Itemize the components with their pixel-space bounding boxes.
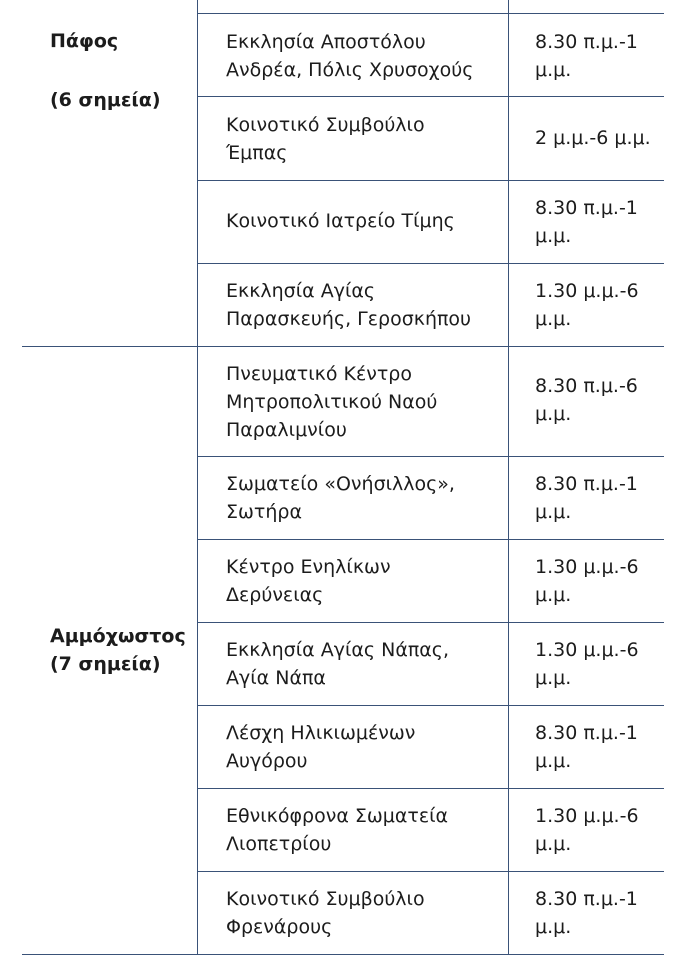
location-cell <box>226 360 502 444</box>
hours-cell <box>535 719 685 775</box>
hours-line: 8.30 π.μ.-1 <box>535 888 638 910</box>
location-cell <box>226 553 502 609</box>
location-line: Κοινοτικό Συμβούλιο <box>226 888 425 910</box>
hours-line: 1.30 μ.μ.-6 <box>535 639 639 661</box>
table-bottom-border <box>22 954 664 955</box>
hours-cell <box>535 372 685 428</box>
location-line: Αυγόρου <box>226 750 308 772</box>
location-line: Κέντρο Ενηλίκων <box>226 556 391 578</box>
location-line: Πνευματικό Κέντρο <box>226 363 412 385</box>
hours-line: 1.30 μ.μ.-6 <box>535 280 639 302</box>
hours-line: μ.μ. <box>535 667 572 689</box>
location-cell <box>226 111 502 167</box>
location-cell <box>226 719 502 775</box>
location-line: Παρασκευής, Γεροσκήπου <box>226 308 472 330</box>
location-cell <box>226 207 502 235</box>
hours-line: 8.30 π.μ.-1 <box>535 31 638 53</box>
hours-line: 2 μ.μ.-6 μ.μ. <box>535 127 651 149</box>
location-line: Μητροπολιτικού Ναού <box>226 391 438 413</box>
location-line: Κοινοτικό Ιατρείο Τίμης <box>226 210 455 232</box>
location-cell <box>226 802 502 858</box>
location-line: Εκκλησία Αγίας Νάπας, <box>226 639 449 661</box>
location-line: Εκκλησία Αγίας <box>226 280 376 302</box>
hours-line: 8.30 π.μ.-1 <box>535 473 638 495</box>
region-name-paphos: Πάφος <box>50 30 119 52</box>
hours-line: μ.μ. <box>535 403 572 425</box>
row-divider <box>197 539 664 540</box>
location-cell <box>226 636 502 692</box>
column-divider-left <box>197 0 198 955</box>
hours-cell <box>535 28 685 84</box>
region-divider <box>22 346 664 347</box>
row-divider <box>197 263 664 264</box>
location-line: Εθνικόφρονα Σωματεία <box>226 805 449 827</box>
region-count-paphos: (6 σημεία) <box>50 89 161 111</box>
location-line: Φρενάρους <box>226 916 333 938</box>
row-divider <box>197 705 664 706</box>
hours-line: μ.μ. <box>535 308 572 330</box>
row-divider <box>197 96 664 97</box>
row-divider <box>197 788 664 789</box>
hours-line: 1.30 μ.μ.-6 <box>535 805 639 827</box>
hours-line: 1.30 μ.μ.-6 <box>535 556 639 578</box>
hours-line: 8.30 π.μ.-6 <box>535 375 638 397</box>
hours-cell <box>535 885 685 941</box>
hours-cell <box>535 470 685 526</box>
region-count-famagusta: (7 σημεία) <box>50 653 161 675</box>
location-line: Παραλιμνίου <box>226 419 347 441</box>
row-divider <box>197 456 664 457</box>
location-line: Σωματείο «Ονήσιλλος», <box>226 473 455 495</box>
hours-line: 8.30 π.μ.-1 <box>535 722 638 744</box>
row-divider <box>197 180 664 181</box>
hours-line: μ.μ. <box>535 916 572 938</box>
location-line: Λιοπετρίου <box>226 833 332 855</box>
hours-line: μ.μ. <box>535 750 572 772</box>
location-line: Δερύνειας <box>226 584 324 606</box>
hours-line: μ.μ. <box>535 584 572 606</box>
hours-line: 8.30 π.μ.-1 <box>535 197 638 219</box>
location-cell <box>226 470 502 526</box>
hours-cell <box>535 802 685 858</box>
row-divider <box>197 871 664 872</box>
hours-cell <box>535 636 685 692</box>
location-cell <box>226 277 502 333</box>
row-divider <box>197 13 664 14</box>
hours-cell <box>535 124 685 152</box>
location-cell <box>226 885 502 941</box>
location-line: Κοινοτικό Συμβούλιο <box>226 114 425 136</box>
location-line: Έμπας <box>226 142 288 164</box>
location-line: Αγία Νάπα <box>226 667 326 689</box>
hours-line: μ.μ. <box>535 833 572 855</box>
hours-line: μ.μ. <box>535 59 572 81</box>
location-line: Σωτήρα <box>226 501 302 523</box>
hours-line: μ.μ. <box>535 501 572 523</box>
row-divider <box>197 622 664 623</box>
region-name-famagusta: Αμμόχωστος <box>50 625 186 647</box>
location-cell <box>226 28 502 84</box>
location-line: Εκκλησία Αποστόλου <box>226 31 426 53</box>
hours-line: μ.μ. <box>535 225 572 247</box>
hours-cell <box>535 277 685 333</box>
location-line: Λέσχη Ηλικιωμένων <box>226 722 416 744</box>
column-divider-right <box>508 0 509 955</box>
hours-cell <box>535 553 685 609</box>
location-line: Ανδρέα, Πόλις Χρυσοχούς <box>226 59 474 81</box>
hours-cell <box>535 194 685 250</box>
